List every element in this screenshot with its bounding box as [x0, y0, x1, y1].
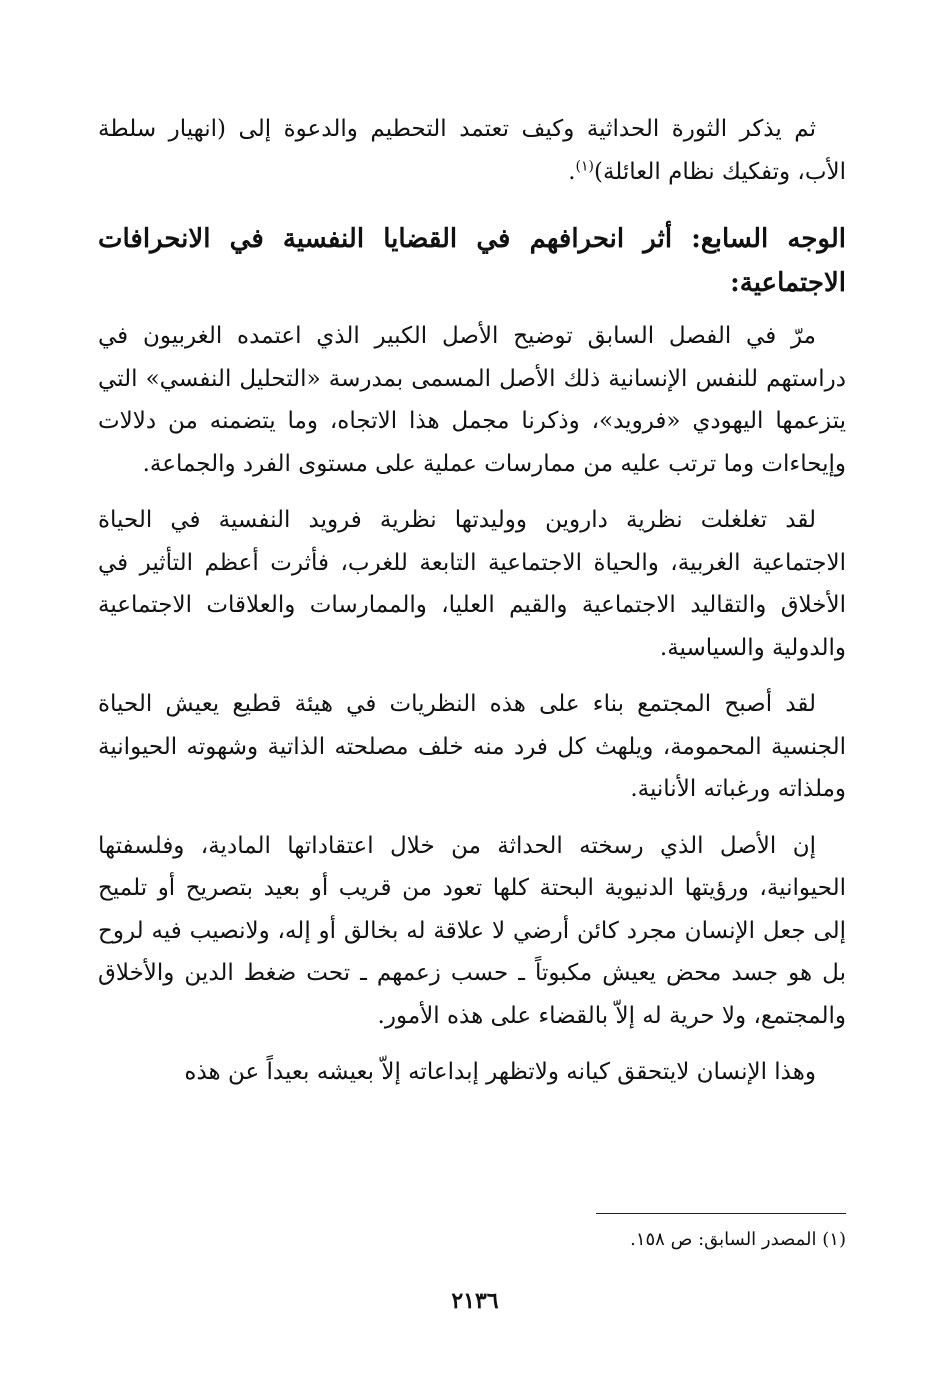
intro-paragraph [98, 108, 846, 193]
paragraph: إن الأصل الذي رسخته الحداثة من خلال اعتقاداتها المادية، وفلسفتها الحيوانية، ورؤيتها الدنيوية البحتة كلها تعود من قريب أو بعيد بتصريح أو تلميح إلى جعل الإنسان مجرد كائن أرضي لا علاقة له بخالق أو إله، ولانصيب فيه لروح بل هو جسد محض يعيش مكبوتاً ـ حسب زعمهم ـ تحت ضغط الدين والأخلاق والمجتمع، ولا حرية له إلاّ بالقضاء على هذه الأمور. [98, 832, 846, 1029]
page-number: ٢١٣٦ [451, 1288, 499, 1314]
page-body [98, 108, 846, 1094]
intro-paragraph-text: ثم يذكر الثورة الحداثية وكيف تعتمد التحطيم والدعوة إلى (انهيار سلطة الأب، وتفكيك نظام العائلة) [98, 116, 846, 185]
paragraph: لقد أصبح المجتمع بناء على هذه النظريات في هيئة قطيع يعيش الحياة الجنسية المحمومة، ويلهث كل فرد منه خلف مصلحته الذاتية وشهوته الحيوانية وملذاته ورغباته الأنانية. [98, 691, 846, 802]
footnote: (١) المصدر السابق: ص ١٥٨. [630, 1229, 846, 1250]
intro-paragraph-end: . [568, 158, 576, 185]
paragraph: وهذا الإنسان لايتحقق كيانه ولاتظهر إبداعاته إلاّ بعيشه بعيداً عن هذه [184, 1059, 816, 1085]
footnote-reference: (١) [575, 157, 594, 174]
paragraph: لقد تغلغلت نظرية داروين ووليدتها نظرية فرويد النفسية في الحياة الاجتماعية الغربية، والحياة الاجتماعية التابعة للغرب، فأثرت أعظم التأثير في الأخلاق والتقاليد الاجتماعية والقيم العليا، والممارسات والعلاقات الاجتماعية والدولية والسياسية. [98, 507, 846, 661]
footnote-divider [596, 1213, 846, 1214]
paragraph: مرّ في الفصل السابق توضيح الأصل الكبير الذي اعتمده الغربيون في دراستهم للنفس الإنسانية ذلك الأصل المسمى بمدرسة «التحليل النفسي» التي يتزعمها اليهودي «فرويد»، وذكرنا مجمل هذا الاتجاه، وما يتضمنه من دلالات وإيحاءات وما ترتب عليه من ممارسات عملية على مستوى الفرد والجماعة. [98, 323, 846, 477]
section-heading: الوجه السابع: أثر انحرافهم في القضايا النفسية في الانحرافات الاجتماعية: [98, 224, 846, 298]
